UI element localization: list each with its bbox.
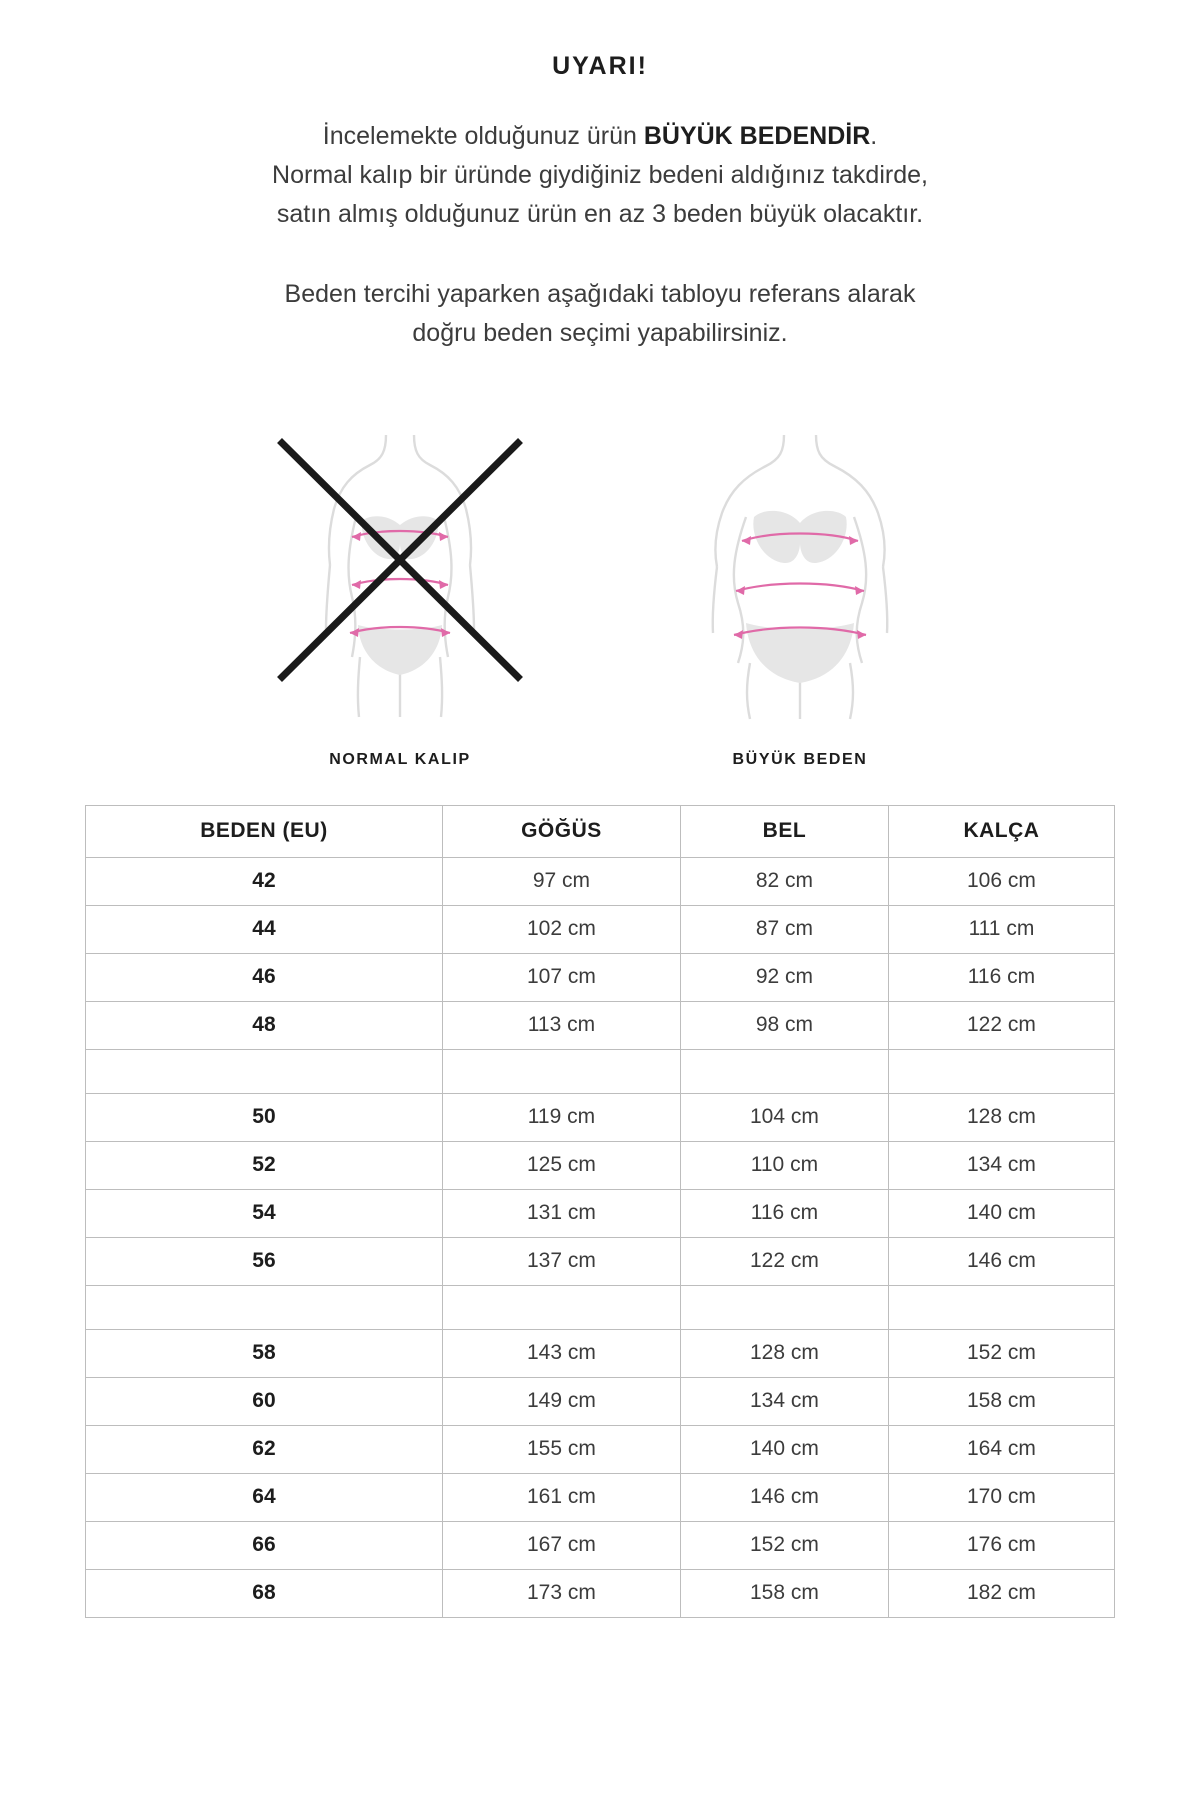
figure-normal-fit [260,425,540,769]
cell-waist: 98 cm [680,1001,888,1049]
cell-hip: 146 cm [888,1237,1114,1285]
intro-line-1-post: . [870,122,878,150]
table-row [86,1237,1115,1285]
cell-waist: 152 cm [680,1521,888,1569]
cell-bust: 102 cm [442,905,680,953]
cell-bust: 97 cm [442,857,680,905]
table-row [86,1189,1115,1237]
table-header-row [86,805,1115,857]
intro-line-1-emphasis: BÜYÜK BEDENDİR [643,122,871,150]
female-body-plus-size-icon [660,425,940,725]
table-row [86,1425,1115,1473]
cell-hip: 111 cm [888,905,1114,953]
cell-empty [680,1049,888,1093]
cell-waist: 134 cm [680,1377,888,1425]
cell-hip: 170 cm [888,1473,1114,1521]
cell-hip: 106 cm [888,857,1114,905]
table-row [86,1569,1115,1617]
table-spacer-row [86,1285,1115,1329]
cell-hip: 116 cm [888,953,1114,1001]
figure-plus-size [660,425,940,769]
cell-bust: 137 cm [442,1237,680,1285]
cell-size: 66 [86,1521,443,1569]
cell-size: 64 [86,1473,443,1521]
cell-empty [442,1049,680,1093]
figure-caption-normal: NORMAL KALIP [329,750,471,768]
figure-caption-plus-size: BÜYÜK BEDEN [732,750,868,768]
cell-bust: 107 cm [442,953,680,1001]
cell-size: 44 [86,905,443,953]
cell-bust: 113 cm [442,1001,680,1049]
female-body-normal-icon [260,425,540,725]
table-row [86,1377,1115,1425]
intro-line-1-pre: İncelemekte olduğunuz ürün [322,122,644,150]
table-row [86,905,1115,953]
cell-waist: 116 cm [680,1189,888,1237]
table-row [86,953,1115,1001]
cell-hip: 128 cm [888,1093,1114,1141]
table-row [86,857,1115,905]
table-row [86,1141,1115,1189]
cell-size: 42 [86,857,443,905]
cell-size: 60 [86,1377,443,1425]
table-spacer-row [86,1049,1115,1093]
cell-bust: 173 cm [442,1569,680,1617]
cell-empty [888,1049,1114,1093]
column-header-bust: GÖĞÜS [442,805,680,857]
cell-bust: 131 cm [442,1189,680,1237]
cell-waist: 87 cm [680,905,888,953]
cell-size: 48 [86,1001,443,1049]
size-table [85,805,1115,1618]
cell-hip: 122 cm [888,1001,1114,1049]
cell-size: 68 [86,1569,443,1617]
cell-empty [888,1285,1114,1329]
column-header-size: BEDEN (EU) [86,805,443,857]
table-row [86,1329,1115,1377]
cell-size: 62 [86,1425,443,1473]
column-header-waist: BEL [680,805,888,857]
table-row [86,1473,1115,1521]
cell-hip: 176 cm [888,1521,1114,1569]
cell-size: 58 [86,1329,443,1377]
table-row [86,1521,1115,1569]
intro-line-4: Beden tercihi yaparken aşağıdaki tabloyu referans alarak [284,280,916,309]
cell-bust: 155 cm [442,1425,680,1473]
cell-waist: 146 cm [680,1473,888,1521]
cell-hip: 158 cm [888,1377,1114,1425]
cell-waist: 82 cm [680,857,888,905]
figure-row [0,425,1200,769]
table-row [86,1001,1115,1049]
cell-empty [680,1285,888,1329]
table-row [86,1093,1115,1141]
cell-waist: 110 cm [680,1141,888,1189]
cell-bust: 161 cm [442,1473,680,1521]
cell-hip: 152 cm [888,1329,1114,1377]
cell-size: 50 [86,1093,443,1141]
size-table-wrapper [85,805,1115,1618]
cell-waist: 140 cm [680,1425,888,1473]
cell-bust: 119 cm [442,1093,680,1141]
cell-size: 52 [86,1141,443,1189]
cell-waist: 158 cm [680,1569,888,1617]
intro-line-5: doğru beden seçimi yapabilirsiniz. [412,319,788,347]
cell-hip: 164 cm [888,1425,1114,1473]
cell-waist: 104 cm [680,1093,888,1141]
cell-waist: 92 cm [680,953,888,1001]
cell-bust: 143 cm [442,1329,680,1377]
column-header-hip: KALÇA [888,805,1114,857]
cell-empty [86,1049,443,1093]
cell-bust: 167 cm [442,1521,680,1569]
intro-line-1 [90,117,1110,156]
cell-size: 56 [86,1237,443,1285]
cell-waist: 128 cm [680,1329,888,1377]
cell-empty [86,1285,443,1329]
page-title: UYARI! [552,52,648,80]
intro-line-2: Normal kalıp bir üründe giydiğiniz bedeni aldığınız takdirde, [272,160,928,189]
cell-size: 46 [86,953,443,1001]
cell-waist: 122 cm [680,1237,888,1285]
cell-hip: 182 cm [888,1569,1114,1617]
cell-hip: 134 cm [888,1141,1114,1189]
cell-bust: 149 cm [442,1377,680,1425]
intro-line-3: satın almış olduğunuz ürün en az 3 beden büyük olacaktır. [276,199,924,228]
cell-bust: 125 cm [442,1141,680,1189]
intro-text [0,117,1200,353]
cell-empty [442,1285,680,1329]
cell-hip: 140 cm [888,1189,1114,1237]
cell-size: 54 [86,1189,443,1237]
